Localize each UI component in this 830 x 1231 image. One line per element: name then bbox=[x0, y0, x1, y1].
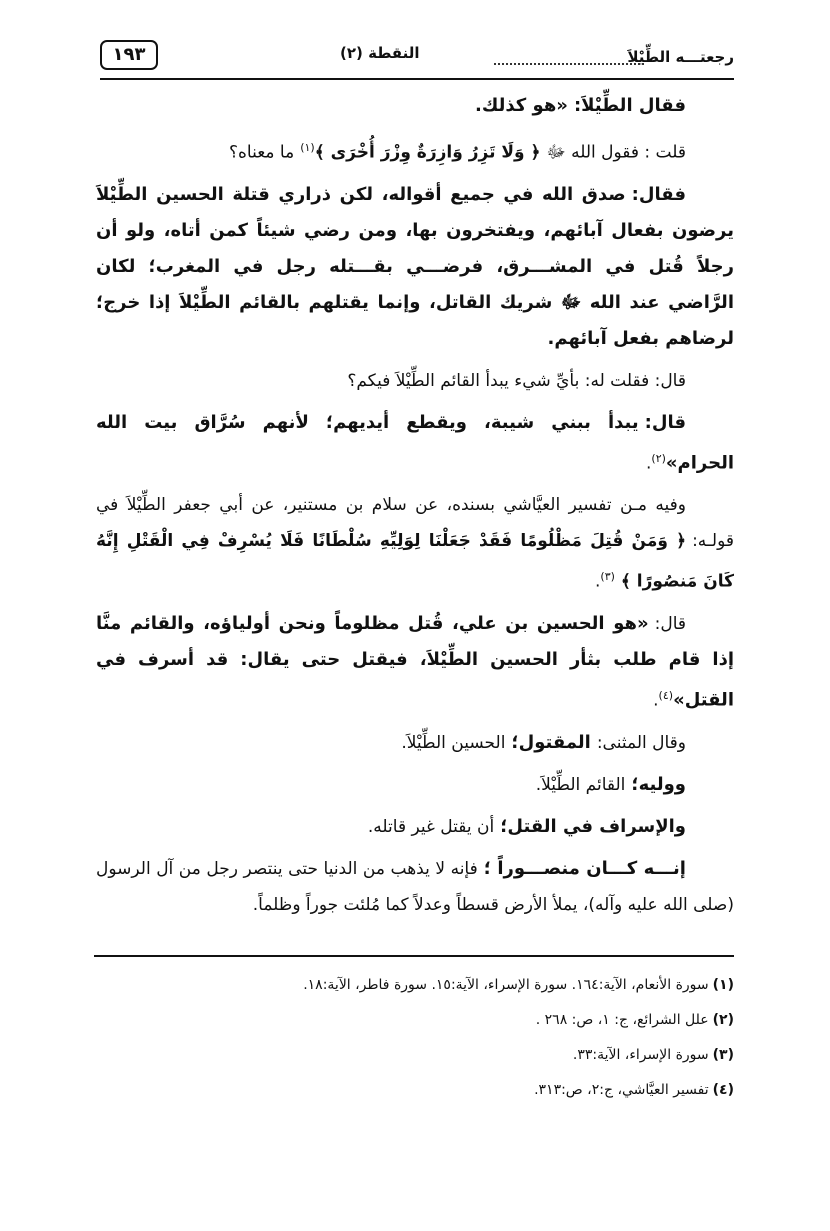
footnote-text: علل الشرائع، ج: ١، ص: ٢٦٨ . bbox=[535, 1012, 709, 1028]
paragraph bbox=[96, 177, 734, 357]
quote-text: صدق الله في جميع أقواله، لكن ذراري قتلة الحسين الطِّيْلاَ يرضون بفعال آبائهم، ويفتخرون بها، ومن رضي شيئاً كمن أتاه، ولو أن رجلاً قُتل في المشـــرق، فرضـــي بقـــتله رجل في المغرب؛ لكان الرَّاضي عند الله ﷻ شريك القاتل، وإنما يقتلهم بالقائم الطِّيْلاَ إذا خرج؛ لرضاهم بفعل آبائهم. bbox=[96, 183, 734, 349]
footnote bbox=[96, 1003, 734, 1038]
footnote-number: (١) bbox=[712, 977, 734, 993]
footnote-ref: (٢) bbox=[651, 451, 666, 465]
footnotes bbox=[96, 968, 734, 1108]
paragraph bbox=[96, 487, 734, 600]
paragraph bbox=[96, 88, 734, 124]
paragraph-text: قال: فقلت له: بأيِّ شيء يبدأ القائم الطِّيْلاَ فيكم؟ bbox=[347, 370, 686, 391]
term-label: ووليه؛ bbox=[631, 773, 686, 795]
quran-verse: ﴿ وَمَنْ قُتِلَ مَظْلُومًا فَقَدْ جَعَلْنَا لِوَلِيِّهِ سُلْطَانًا فَلَا يُسْرِفْ فِي الْقَتْلِ إِنَّهُ كَانَ مَنصُورًا ﴾ bbox=[96, 531, 734, 592]
term-label: إنـــه كـــان منصـــوراً ؛ bbox=[483, 857, 686, 879]
paragraph bbox=[96, 725, 734, 761]
term-label: والإسراف في القتل؛ bbox=[500, 815, 686, 837]
paragraph-text: قلت : فقول الله ﷻ bbox=[546, 142, 686, 163]
paragraph bbox=[96, 405, 734, 482]
punctuation: . bbox=[645, 453, 652, 474]
footnote-text: تفسير العيَّاشي، ج:٢، ص:٣١٣. bbox=[534, 1082, 709, 1098]
running-title: رجعتـــه الطِّيْلاَ bbox=[627, 48, 734, 66]
footnote-ref: (٣) bbox=[600, 570, 615, 584]
punctuation: . bbox=[653, 690, 659, 711]
paragraph bbox=[96, 809, 734, 845]
paragraph-text: القائم الطِّيْلاَ. bbox=[535, 774, 626, 795]
header-rule bbox=[100, 78, 734, 80]
section-title: النقطة (٢) bbox=[340, 44, 420, 62]
footnote-ref: (١) bbox=[300, 141, 315, 154]
footnote bbox=[96, 968, 734, 1003]
term-label: المقتول؛ bbox=[511, 731, 591, 753]
paragraph-text: فإنه لا يذهب من الدنيا حتى ينتصر رجل من آل الرسول (صلى الله عليه وآله)، يملأ الأرض قسطاً وعدلاً كما مُلئت جوراً وظلماً. bbox=[96, 858, 734, 915]
paragraph bbox=[96, 130, 734, 171]
paragraph bbox=[96, 767, 734, 803]
quote-text: يبدأ ببني شيبة، ويقطع أيديهم؛ لأنهم سُرَّاق بيت الله الحرام» bbox=[96, 411, 734, 474]
paragraph-text: أن يقتل غير قاتله. bbox=[367, 816, 495, 837]
header-dotted-leader bbox=[494, 63, 644, 65]
footnote-ref: (٤) bbox=[658, 688, 674, 702]
paragraph-text: ما معناه؟ bbox=[228, 142, 295, 163]
page-number: ١٩٣ bbox=[100, 40, 158, 70]
footnote-number: (٤) bbox=[712, 1082, 734, 1098]
speaker-label: قال: bbox=[654, 613, 686, 634]
quran-verse: ﴿ وَلَا تَزِرُ وَازِرَةٌ وِزْرَ أُخْرَى ﴾ bbox=[314, 142, 541, 163]
main-text bbox=[96, 88, 734, 929]
footnote-number: (٣) bbox=[712, 1047, 734, 1063]
footnote-number: (٢) bbox=[712, 1012, 734, 1028]
paragraph bbox=[96, 363, 734, 399]
paragraph-text: وفيه مـن تفسير العيَّاشي بسنده، عن سلام بن مستنير، عن أبي جعفر الطِّيْلاَ في قولـه: bbox=[96, 495, 734, 552]
footnote-separator bbox=[94, 955, 734, 957]
paragraph-text: الحسين الطِّيْلاَ. bbox=[401, 732, 506, 753]
footnote bbox=[96, 1073, 734, 1108]
paragraph bbox=[96, 851, 734, 923]
paragraph-text: وقال المثنى: bbox=[596, 732, 686, 753]
speaker-label: فقال الطِّيْلاَ: bbox=[573, 95, 686, 116]
paragraph bbox=[96, 606, 734, 719]
speaker-label: قال: bbox=[644, 411, 686, 433]
footnote-text: سورة الإسراء، الآية:٣٣. bbox=[572, 1047, 709, 1063]
quote-text: «هو كذلك. bbox=[475, 95, 568, 116]
footnote-text: سورة الأنعام، الآية:١٦٤. سورة الإسراء، الآية:١٥. سورة فاطر، الآية:١٨. bbox=[303, 977, 709, 993]
punctuation: . bbox=[595, 571, 601, 592]
speaker-label: فقال: bbox=[631, 183, 686, 205]
quote-text: «هو الحسين بن علي، قُتل مظلوماً ونحن أولياؤه، والقائم منَّا إذا قام طلب بثأر الحسين الطِّيْلاَ، فيقتل حتى يقال: قد أسرف في القتل» bbox=[96, 612, 734, 711]
footnote bbox=[96, 1038, 734, 1073]
running-header bbox=[100, 30, 734, 80]
